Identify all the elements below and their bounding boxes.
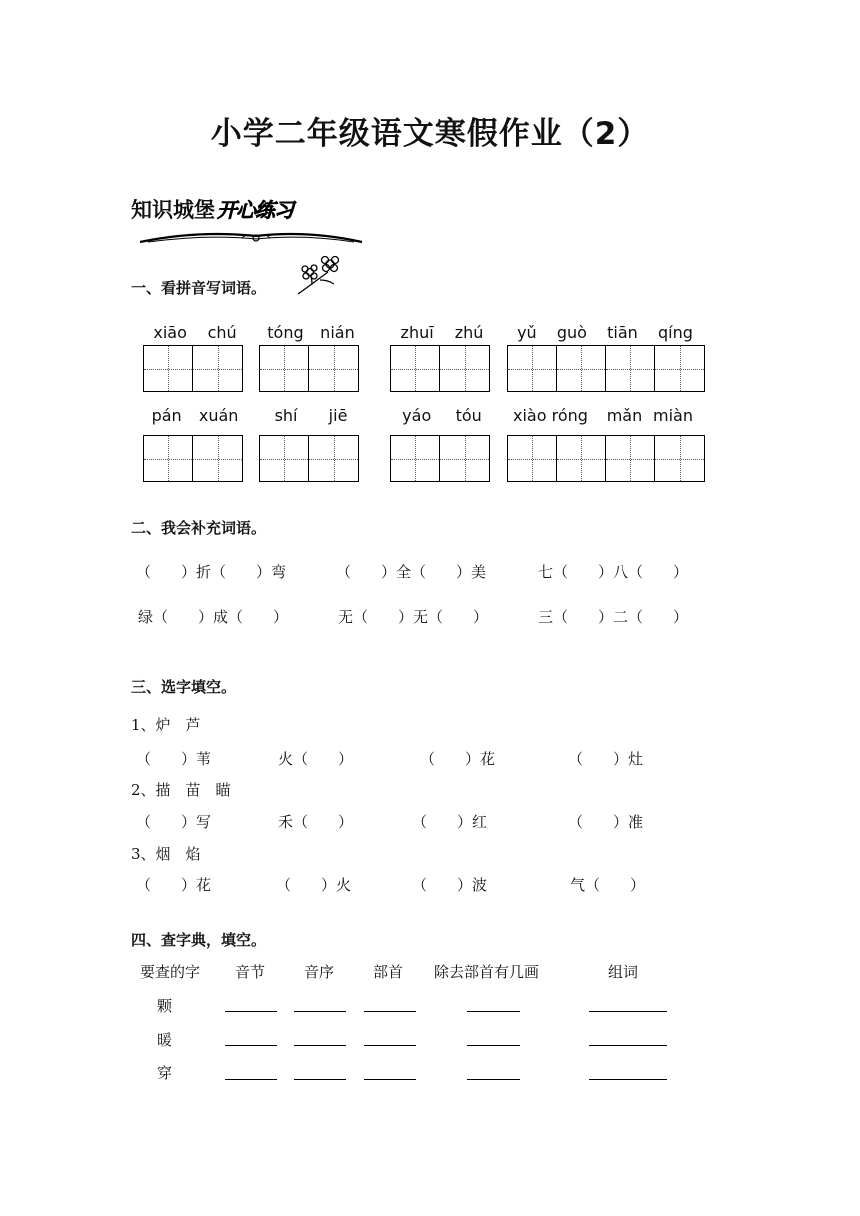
section-banner	[131, 194, 293, 224]
fill-blank-phrase[interactable]: （ ）折（ ）弯	[136, 563, 287, 581]
choice-blank[interactable]: （ ）波	[412, 876, 488, 894]
pinyin-label: xiào róng	[513, 406, 588, 425]
choice-blank[interactable]: 气（ ）	[570, 876, 646, 894]
answer-line[interactable]	[364, 1079, 416, 1080]
flower-icon	[294, 254, 344, 296]
choice-blank[interactable]: （ ）花	[420, 750, 496, 768]
answer-line[interactable]	[467, 1079, 520, 1080]
section4-title: 四、查字典，填空。	[131, 931, 267, 949]
choice-group-label: 2、描 苗 瞄	[131, 781, 231, 799]
pinyin-group-6	[259, 406, 363, 425]
pinyin-label: miàn	[653, 406, 693, 425]
writing-grid[interactable]	[390, 435, 490, 482]
choice-blank[interactable]: （ ）花	[136, 876, 212, 894]
pinyin-label: zhuī	[400, 323, 434, 342]
fill-blank-phrase[interactable]: 绿（ ）成（ ）	[138, 608, 289, 626]
fill-blank-phrase[interactable]: 三（ ）二（ ）	[538, 608, 689, 626]
pinyin-labels	[390, 323, 494, 342]
lookup-char: 颗	[157, 997, 173, 1015]
choice-blank[interactable]: 火（ ）	[278, 750, 354, 768]
pinyin-label: yáo	[402, 406, 432, 425]
pinyin-label: zhú	[454, 323, 484, 342]
pinyin-label: xuán	[198, 406, 239, 425]
pinyin-label: chú	[207, 323, 237, 342]
choice-blank[interactable]: （ ）苇	[136, 750, 212, 768]
pinyin-labels	[507, 323, 703, 342]
pinyin-labels	[259, 323, 363, 342]
pinyin-label: mǎn	[606, 406, 643, 425]
table-header: 组词	[608, 963, 639, 981]
answer-line[interactable]	[589, 1011, 667, 1012]
writing-grid[interactable]	[143, 435, 243, 482]
pinyin-label: shí	[274, 406, 298, 425]
answer-line[interactable]	[589, 1045, 667, 1046]
writing-grid[interactable]	[259, 435, 359, 482]
pinyin-group-2	[259, 323, 363, 342]
choice-blank[interactable]: （ ）写	[136, 813, 212, 831]
choice-blank[interactable]: （ ）火	[276, 876, 352, 894]
answer-line[interactable]	[364, 1011, 416, 1012]
banner-swoosh-decoration	[138, 228, 364, 248]
answer-line[interactable]	[225, 1011, 277, 1012]
pinyin-label: tóu	[455, 406, 482, 425]
answer-line[interactable]	[294, 1079, 346, 1080]
table-header: 部首	[373, 963, 404, 981]
choice-blank[interactable]: （ ）准	[568, 813, 644, 831]
pinyin-labels	[143, 406, 247, 425]
choice-blank[interactable]: （ ）灶	[568, 750, 644, 768]
pinyin-labels	[259, 406, 363, 425]
choice-group-label: 1、炉 芦	[131, 716, 201, 734]
fill-blank-phrase[interactable]: 七（ ）八（ ）	[538, 563, 689, 581]
pinyin-group-1	[143, 323, 247, 342]
answer-line[interactable]	[589, 1079, 667, 1080]
fill-blank-phrase[interactable]: 无（ ）无（ ）	[338, 608, 489, 626]
pinyin-labels	[143, 323, 247, 342]
answer-line[interactable]	[467, 1045, 520, 1046]
pinyin-group-4	[507, 323, 703, 342]
table-header: 除去部首有几画	[434, 963, 540, 981]
section1-title: 一、看拼音写词语。	[131, 279, 267, 297]
pinyin-group-7	[390, 406, 494, 425]
answer-line[interactable]	[225, 1079, 277, 1080]
section3-title: 三、选字填空。	[131, 678, 237, 696]
choice-group-label: 3、烟 焰	[131, 845, 201, 863]
banner-fancy-text: 开心练习	[217, 198, 293, 222]
lookup-char: 穿	[157, 1064, 173, 1082]
writing-grid[interactable]	[507, 435, 705, 482]
fill-blank-phrase[interactable]: （ ）全（ ）美	[336, 563, 487, 581]
pinyin-group-8	[507, 406, 703, 425]
lookup-char: 暖	[157, 1031, 173, 1049]
pinyin-label: qíng	[657, 323, 693, 342]
answer-line[interactable]	[364, 1045, 416, 1046]
answer-line[interactable]	[294, 1045, 346, 1046]
pinyin-label: tóng	[267, 323, 304, 342]
pinyin-label: pán	[151, 406, 182, 425]
answer-line[interactable]	[467, 1011, 520, 1012]
table-header: 要查的字	[140, 963, 201, 981]
pinyin-labels	[507, 406, 703, 425]
page-title: 小学二年级语文寒假作业（2）	[210, 116, 650, 152]
answer-line[interactable]	[294, 1011, 346, 1012]
table-header: 音节	[235, 963, 266, 981]
pinyin-label: jiē	[328, 406, 348, 425]
answer-line[interactable]	[225, 1045, 277, 1046]
pinyin-labels	[390, 406, 494, 425]
section2-title: 二、我会补充词语。	[131, 519, 267, 537]
pinyin-group-3	[390, 323, 494, 342]
pinyin-label: guò	[556, 323, 587, 342]
writing-grid[interactable]	[507, 345, 705, 392]
choice-blank[interactable]: 禾（ ）	[278, 813, 354, 831]
pinyin-label: nián	[320, 323, 355, 342]
choice-blank[interactable]: （ ）红	[412, 813, 488, 831]
pinyin-group-5	[143, 406, 247, 425]
writing-grid[interactable]	[390, 345, 490, 392]
pinyin-label: yǔ	[517, 323, 537, 342]
pinyin-label: tiān	[607, 323, 638, 342]
writing-grid[interactable]	[143, 345, 243, 392]
banner-main-text: 知识城堡	[131, 198, 215, 222]
writing-grid[interactable]	[259, 345, 359, 392]
pinyin-label: xiāo	[153, 323, 187, 342]
table-header: 音序	[304, 963, 335, 981]
